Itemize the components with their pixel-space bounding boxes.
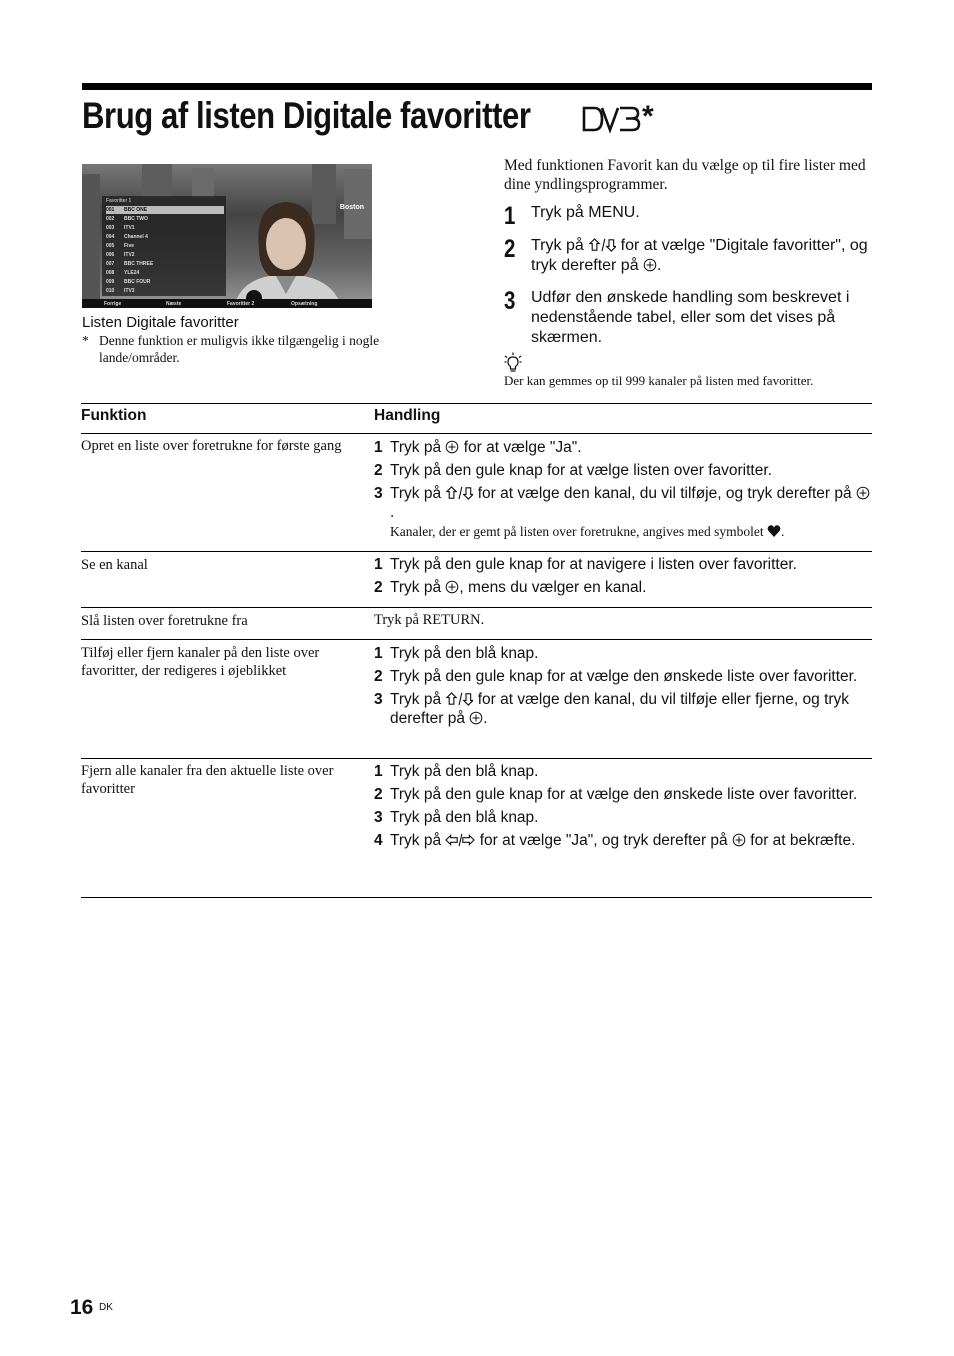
- presenter-image: [224, 194, 349, 308]
- up-down-arrow-icon: [588, 238, 616, 252]
- handling-step: 3 Tryk på for at vælge den kanal, du vil tilføje eller fjerne, og tryk derefter på .: [374, 691, 850, 727]
- intro-text: Med funktionen Favorit kan du vælge op til fire lister med dine yndlingsprogrammer.: [504, 157, 866, 193]
- step-1: [504, 202, 874, 230]
- table-row-handling: [374, 762, 874, 854]
- ok-button-icon: [856, 486, 870, 500]
- handling-step: 2 Tryk på den gule knap for at vælge den ønskede liste over favoritter.: [374, 668, 858, 685]
- channel-list-item: 007 BBC THREE: [106, 261, 154, 267]
- table-row-handling: [374, 438, 874, 540]
- tip-text: Der kan gemmes op til 999 kanaler på listen med favoritter.: [504, 373, 814, 388]
- page-language: DK: [99, 1302, 113, 1313]
- table-row-handling: [374, 644, 874, 732]
- handling-note: Kanaler, der er gemt på listen over foretrukne, angives med symbolet .: [390, 524, 785, 539]
- ok-button-icon: [732, 833, 746, 847]
- channel-list-item: 001 BBC ONE: [106, 206, 224, 214]
- heart-icon: [767, 524, 781, 538]
- ok-button-icon: [445, 440, 459, 454]
- handling-step: 4 Tryk på for at vælge "Ja", og tryk derefter på for at bekræfte.: [374, 832, 856, 849]
- step-number: 3: [504, 287, 516, 315]
- step-text: Tryk på for at vælge "Digitale favoritter", og tryk derefter på .: [531, 237, 868, 274]
- page-title: Brug af listen Digitale favoritter: [82, 95, 531, 136]
- table-row-funktion: Tilføj eller fjern kanaler på den liste over favoritter, der redigeres i øjeblikket: [81, 645, 320, 679]
- tip-lightbulb-icon: [504, 352, 522, 372]
- channel-list-item: 008 YLE24: [106, 270, 140, 276]
- favorites-list-title: Favoritter 1: [106, 198, 132, 204]
- step-2: [504, 236, 874, 276]
- step-number: 2: [504, 235, 516, 263]
- favorites2-label: Favoritter 2: [227, 301, 255, 307]
- table-bottom-rule: [81, 897, 872, 898]
- column-header-funktion: Funktion: [81, 407, 147, 424]
- image-caption: Listen Digitale favoritter: [82, 314, 239, 331]
- handling-step: 2 Tryk på , mens du vælger en kanal.: [374, 579, 647, 596]
- channel-list-item: 006 ITV2: [106, 252, 135, 258]
- table-row-handling: [374, 555, 874, 601]
- footnote-text: Denne funktion er muligvis ikke tilgængelig i nogle lande/områder.: [99, 333, 380, 365]
- row-divider: [81, 551, 872, 552]
- handling-step: 1 Tryk på den blå knap.: [374, 763, 539, 780]
- city-label: Boston: [339, 204, 364, 211]
- table-row-funktion: Slå listen over foretrukne fra: [81, 613, 248, 629]
- left-right-arrow-icon: [445, 833, 475, 847]
- step-text: Tryk på MENU.: [531, 204, 640, 221]
- table-row-funktion: Opret en liste over foretrukne for første gang: [81, 438, 342, 454]
- handling-step: 3 Tryk på for at vælge den kanal, du vil tilføje, og tryk derefter på .: [374, 484, 874, 522]
- up-down-arrow-icon: [445, 486, 473, 500]
- table-row-funktion: Se en kanal: [81, 557, 148, 573]
- handling-step: 2 Tryk på den gule knap for at vælge listen over favoritter.: [374, 462, 772, 479]
- tv-screenshot: [82, 164, 372, 308]
- title-rule: [82, 83, 872, 90]
- row-divider: [81, 639, 872, 640]
- ok-button-icon: [643, 258, 657, 272]
- channel-list-item: 010 ITV3: [106, 288, 135, 294]
- column-header-handling: Handling: [374, 407, 441, 424]
- handling-step: 1 Tryk på den gule knap for at navigere i listen over favoritter.: [374, 556, 797, 573]
- footnote: [82, 332, 442, 366]
- up-down-arrow-icon: [445, 692, 473, 706]
- next-label: Næste: [166, 301, 182, 307]
- channel-list-item: 009 BBC FOUR: [106, 279, 151, 285]
- channel-list-item: 005 Five: [106, 243, 135, 249]
- page-number: 16: [70, 1296, 94, 1319]
- handling-step: 1 Tryk på for at vælge "Ja".: [374, 439, 582, 456]
- handling-step: 2 Tryk på den gule knap for at vælge den ønskede liste over favoritter.: [374, 786, 858, 803]
- dvb-logo-icon: [580, 100, 670, 136]
- title-asterisk: *: [642, 100, 654, 133]
- step-text: Udfør den ønskede handling som beskrevet i nedenstående tabel, eller som det vises på skærmen.: [531, 289, 850, 346]
- channel-list-item: 002 BBC TWO: [106, 216, 148, 222]
- channel-list-item: 004 Channel 4: [106, 234, 148, 240]
- row-divider: [81, 758, 872, 759]
- footnote-star: *: [82, 333, 89, 348]
- handling-step: 3 Tryk på den blå knap.: [374, 809, 539, 826]
- table-row-handling: Tryk på RETURN.: [374, 612, 485, 628]
- step-number: 1: [504, 202, 516, 230]
- table-row-funktion: Fjern alle kanaler fra den aktuelle liste over favoritter: [81, 763, 334, 797]
- ok-button-icon: [469, 711, 483, 725]
- handling-step: 1 Tryk på den blå knap.: [374, 645, 539, 662]
- step-3: [504, 288, 874, 348]
- setup-label: Opsætning: [291, 301, 318, 307]
- channel-list-item: 003 ITV1: [106, 225, 135, 231]
- prev-label: Forrige: [104, 301, 122, 307]
- table-header-rule: [81, 433, 872, 434]
- ok-button-icon: [445, 580, 459, 594]
- table-top-rule: [81, 403, 872, 404]
- row-divider: [81, 607, 872, 608]
